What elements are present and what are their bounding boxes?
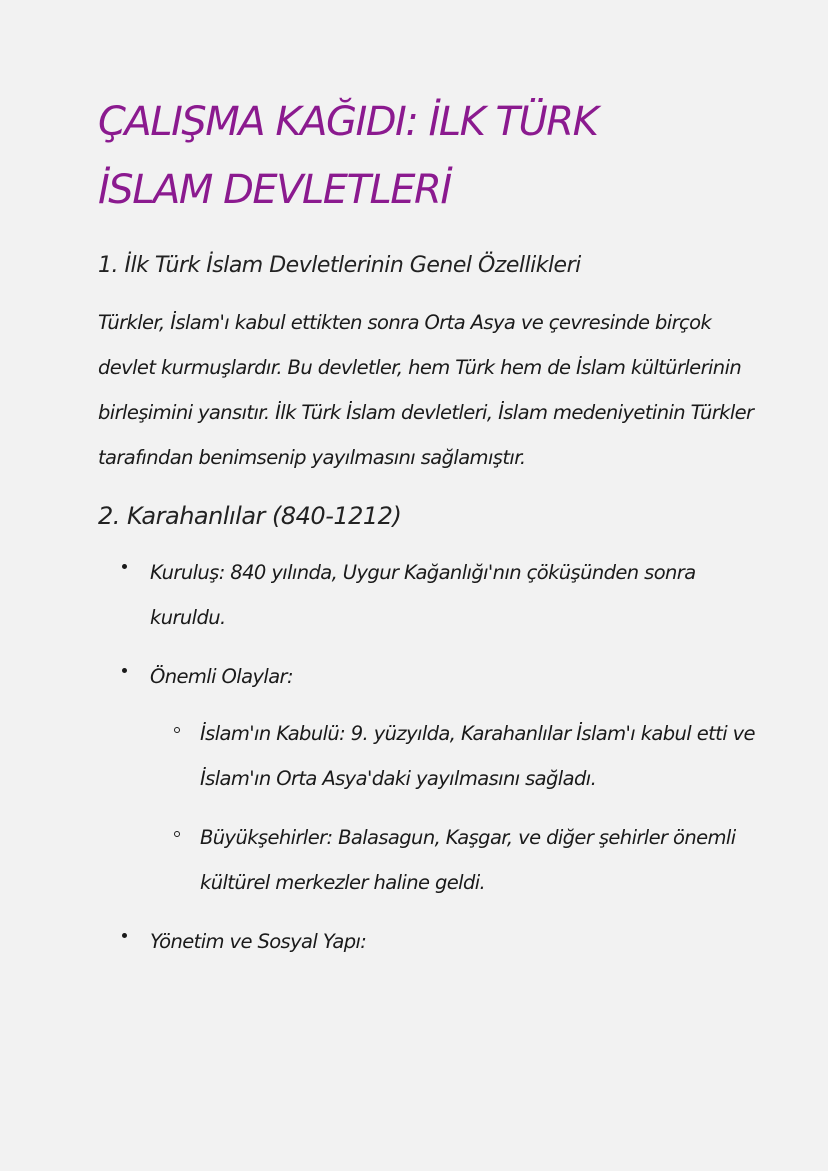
list-item-text: Önemli Olaylar:: [150, 665, 293, 688]
list-item-text: Kuruluş: 840 yılında, Uygur Kağanlığı'nın çöküşünden sonra kuruldu.: [150, 561, 696, 629]
section-1-heading: 1. İlk Türk İslam Devletlerinin Genel Özellikleri: [98, 253, 581, 278]
bullet-icon: [122, 933, 127, 938]
worksheet-title: [98, 88, 768, 224]
sub-list-item-text: İslam'ın Kabulü: 9. yüzyılda, Karahanlılar İslam'ı kabul etti ve İslam'ın Orta Asya'daki yayılmasını sağladı.: [200, 722, 755, 790]
section-1-paragraph: Türkler, İslam'ı kabul ettikten sonra Orta Asya ve çevresinde birçok devlet kurmuşlardır. Bu devletler, hem Türk hem de İslam kültürlerinin birleşimini yansıtır. İlk Türk İslam devletleri, İslam medeniyetinin Türkler tarafından benimsenip yayılmasını sağlamıştır.: [98, 311, 754, 469]
bullet-icon: [122, 564, 127, 569]
list-item-text: Yönetim ve Sosyal Yapı:: [150, 930, 367, 953]
bullet-icon: [122, 668, 127, 673]
list-item: [98, 919, 768, 964]
list-item: [98, 654, 768, 905]
sub-list-item: [150, 711, 768, 801]
title-line-2: İSLAM DEVLETLERİ: [98, 167, 451, 213]
section-2-heading: 2. Karahanlılar (840-1212): [98, 502, 402, 530]
circle-bullet-icon: [174, 831, 180, 837]
title-line-1: ÇALIŞMA KAĞIDI: İLK TÜRK: [98, 99, 598, 145]
sub-list: [150, 711, 768, 905]
circle-bullet-icon: [174, 727, 180, 733]
sub-list-item: [150, 815, 768, 905]
section-2-list: [98, 550, 768, 964]
list-item: [98, 550, 768, 640]
sub-list-item-text: Büyükşehirler: Balasagun, Kaşgar, ve diğer şehirler önemli kültürel merkezler haline geldi.: [200, 826, 736, 894]
